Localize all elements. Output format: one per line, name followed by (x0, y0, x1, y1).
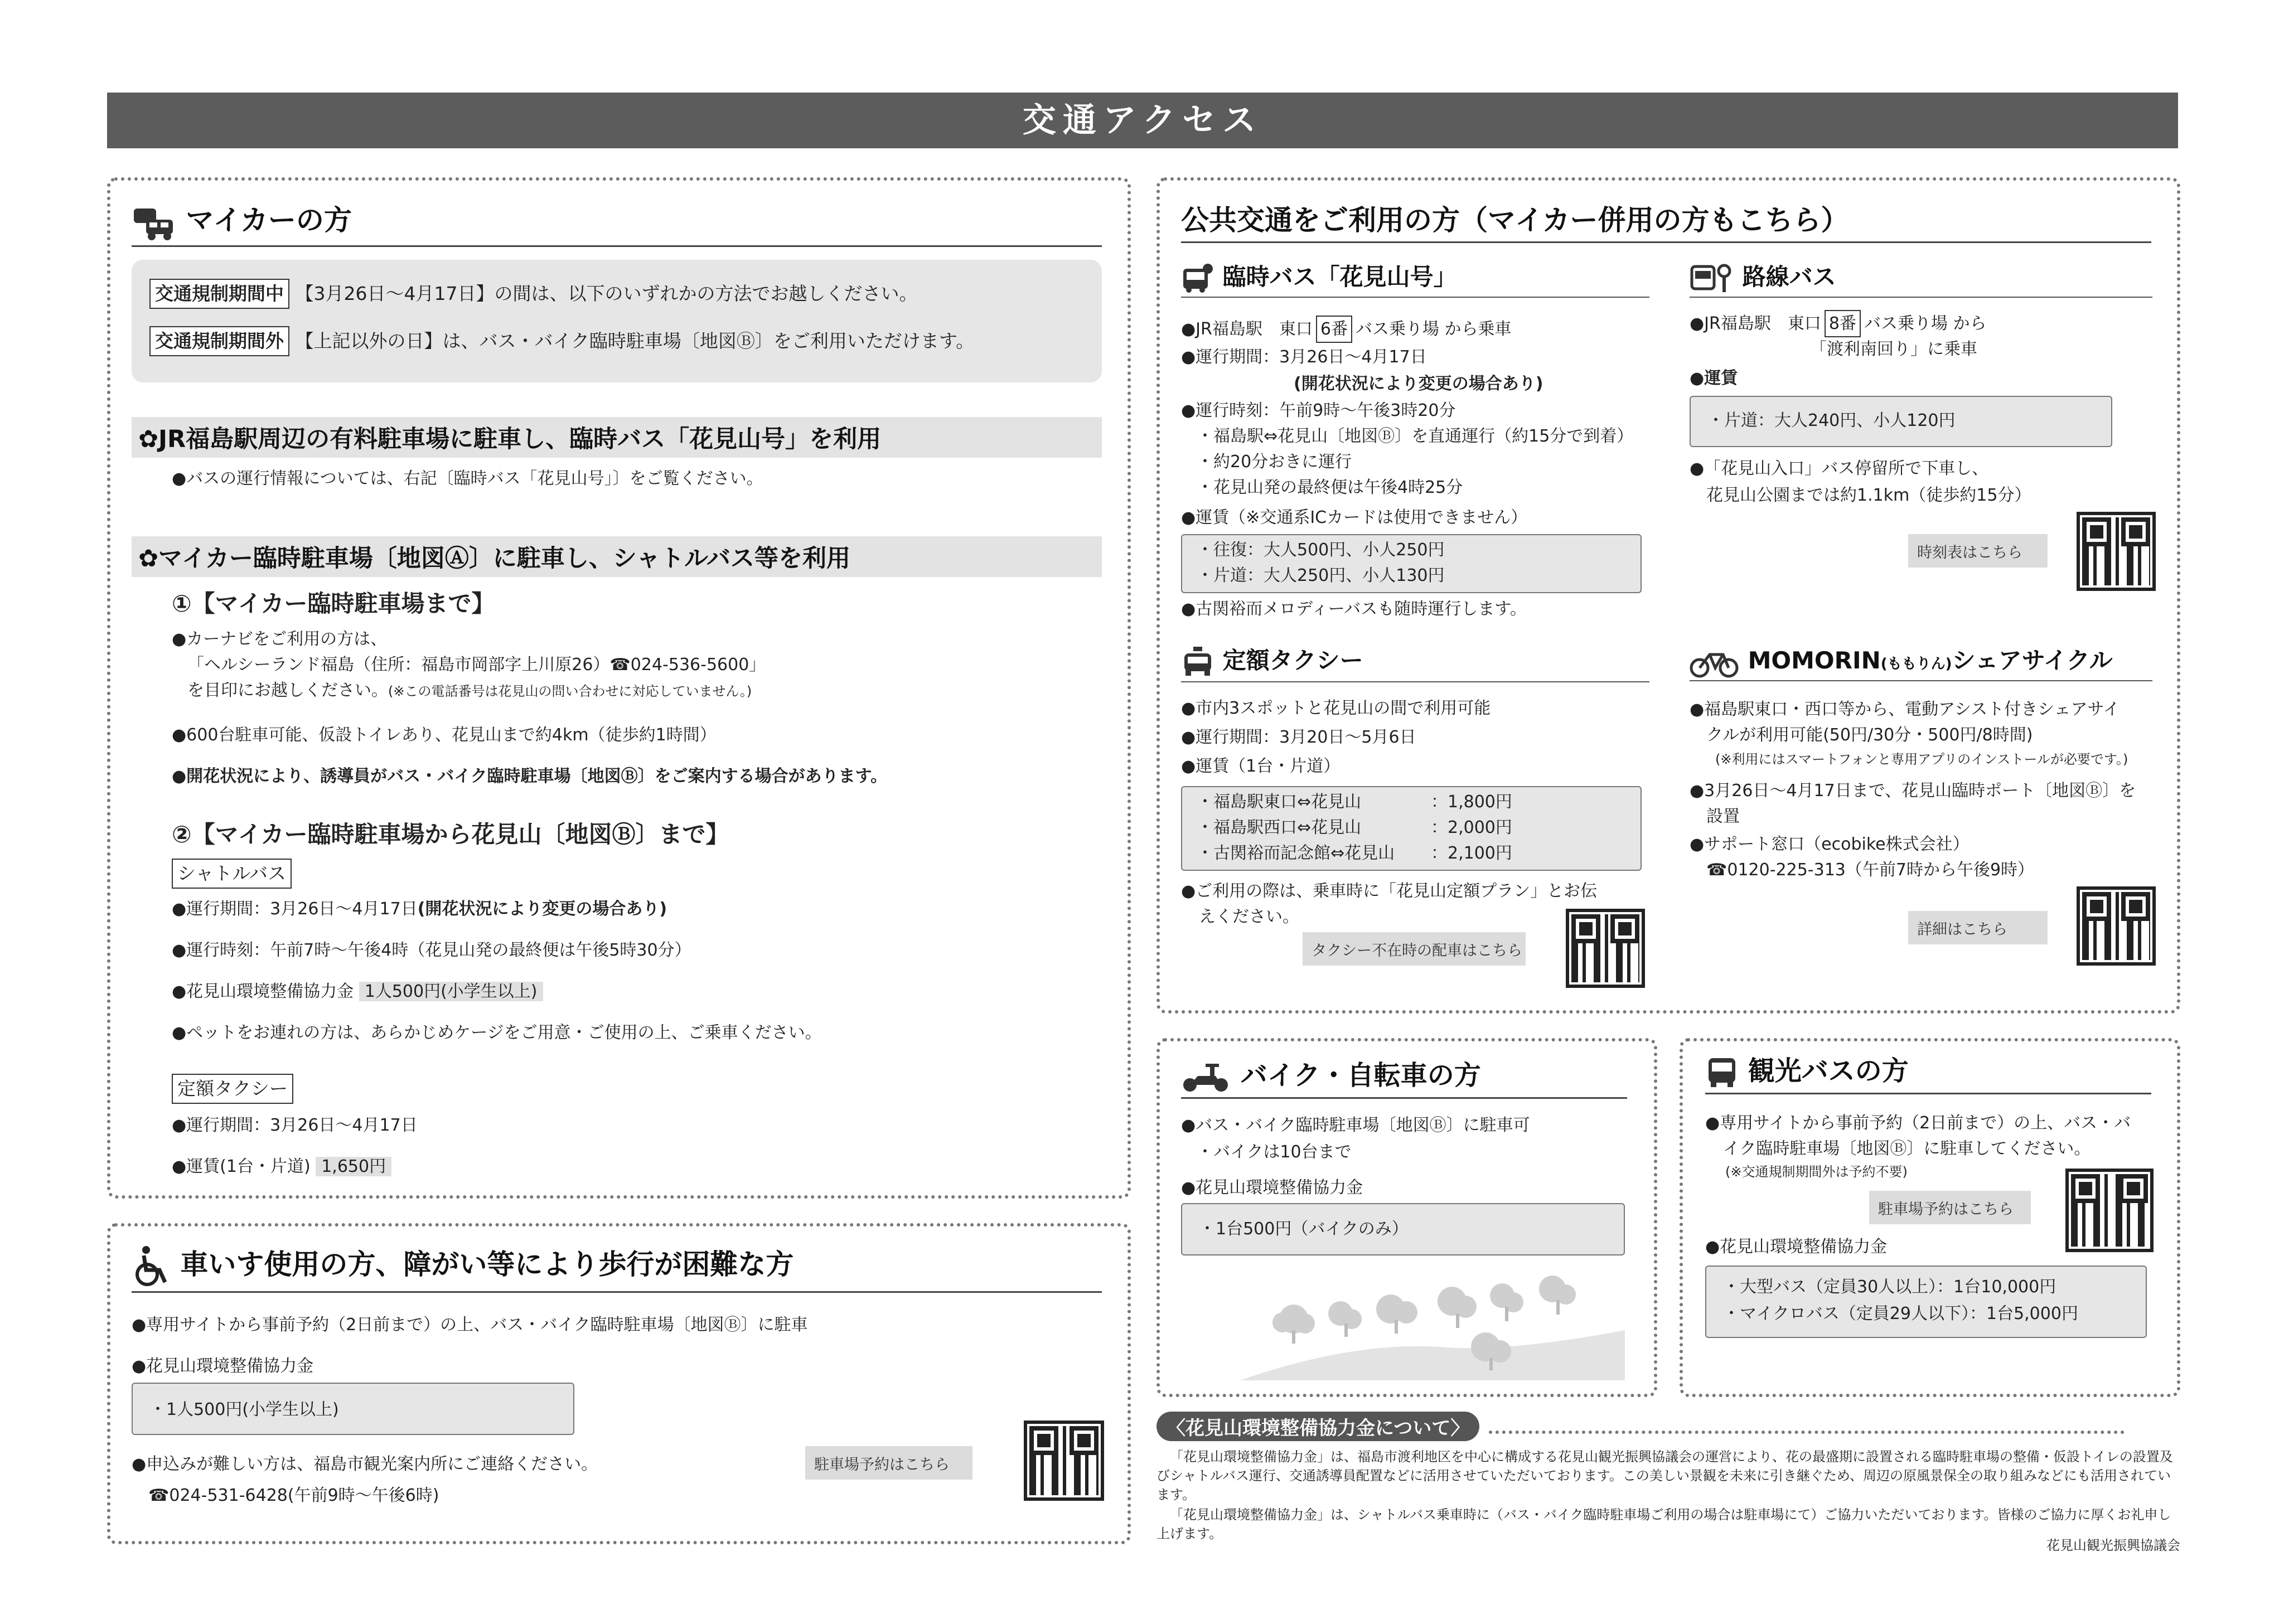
tour-qr-label: 駐車場予約はこちら (1878, 1200, 2014, 1218)
wheelchair-title (132, 1242, 1102, 1293)
rinji-title (1181, 259, 1649, 298)
rinji-l3b: ・約20分おきに運行 (1197, 452, 1352, 472)
bus-stop-icon (1690, 263, 1734, 294)
shuttle-tag-wrap (172, 859, 292, 889)
wheelchair-qr-arrow (805, 1446, 972, 1480)
taxi-fee: 1,650円 (316, 1157, 391, 1176)
shuttle-l1b: (開花状況により変更の場合あり) (417, 899, 667, 919)
bike-title-text: バイク・自転車の方 (1240, 1060, 1481, 1091)
taxi-tag: 定額タクシー (172, 1074, 293, 1104)
rosen-l1 (1690, 310, 1987, 337)
wheelchair-l2: ●花見山環境整備協力金 (132, 1356, 314, 1376)
teigaku-l1: ●市内3スポットと花見山の間で利用可能 (1181, 699, 1491, 718)
tour-f2: ・マイクロバス（定員29人以下）：1台5,000円 (1723, 1304, 2078, 1324)
taxi-l2: ●運賃(1台・片道) (172, 1157, 311, 1176)
shuttle-l3-row (172, 979, 543, 1004)
notice-row-1 (149, 279, 917, 309)
notice-tag-1: 交通規制期間中 (149, 279, 289, 309)
rosen-title (1690, 259, 2152, 298)
rinji-l1c: バス乗り場 から乗車 (1355, 319, 1512, 339)
tour-l1b: イク臨時駐車場〔地図Ⓑ〕に駐車してください。 (1723, 1139, 2091, 1158)
shuttle-tag: シャトルバス (172, 859, 292, 889)
scooter-icon (1181, 1060, 1231, 1094)
teigaku-l2: ●運行期間：3月20日～5月6日 (1181, 728, 1416, 747)
shuttle-l4: ●ペットをお連れの方は、あらかじめケージをご用意・ご使用の上、ご乗車ください。 (172, 1023, 822, 1043)
teigaku-l3: ●運賃（1台・片道） (1181, 757, 1341, 776)
momorin-l2b: 設置 (1706, 807, 1740, 826)
s2-title (132, 536, 1102, 577)
tour-l2: ●花見山環境整備協力金 (1705, 1237, 1888, 1257)
momorin-l3: ●サポート窓口（ecobike株式会社） (1690, 835, 1970, 854)
p1-l3-note: (※この電話番号は花見山の問い合わせに対応していません。) (388, 683, 752, 699)
rinji-l3: ●運行時刻：午前9時～午後3時20分 (1181, 401, 1456, 420)
rinji-l2b: (開花状況により変更の場合あり) (1294, 374, 1543, 394)
teigaku-route-1: ・福島駅東口⇔花見山 (1197, 792, 1362, 812)
rosen-l3b: 花見山公園までは約1.1km（徒歩約15分） (1706, 486, 2031, 505)
mycar-title (132, 198, 1102, 247)
rinji-f1: ・往復：大人500円、小人250円 (1197, 540, 1445, 560)
bike-title (1181, 1054, 1627, 1099)
momorin-l1: ●福島駅東口・西口等から、電動アシスト付きシェアサイ (1690, 700, 2120, 719)
rosen-qr-code[interactable] (2077, 512, 2156, 591)
rosen-l1d: 「渡利南回り」に乗車 (1810, 340, 1977, 359)
s1-text: ●バスの運行情報については、右記〔臨時バス「花見山号」〕をご覧ください。 (172, 469, 763, 488)
tour-title-text: 観光バスの方 (1748, 1055, 1909, 1087)
wheelchair-title-text: 車いす使用の方、障がい等により歩行が困難な方 (180, 1248, 794, 1281)
rosen-l2: ●運賃 (1690, 369, 1738, 388)
teigaku-row-2 (1197, 815, 1512, 840)
rosen-title-text: 路線バス (1742, 263, 1836, 290)
tour-qr-code[interactable] (2065, 1169, 2154, 1252)
wheelchair-qr-label: 駐車場予約はこちら (814, 1456, 950, 1473)
footer-p1: 「花見山環境整備協力金」は、福島市渡利地区を中心に構成する花見山観光振興協議会の運営により、花の最盛期に設置される臨時駐車場の整備・仮設トイレの設置及びシャトルバス運行、交通誘導員配置などに活用させていただいております。この美しい景観を未来に引き継ぐため、周辺の原風景保全の取り組みなどにも活用されています。 (1156, 1449, 2173, 1503)
rinji-title-text: 臨時バス「花見山号」 (1222, 263, 1457, 290)
p2-title: ②【マイカー臨時駐車場から花見山〔地図Ⓑ〕まで】 (172, 821, 729, 848)
rosen-qr-label: 時刻表はこちら (1917, 544, 2022, 561)
wheelchair-qr-code[interactable] (1024, 1421, 1104, 1501)
tour-qr-arrow (1869, 1191, 2031, 1224)
momorin-l3b: ☎0120-225-313（午前7時から午後9時） (1706, 860, 2035, 880)
tree-illustration (1240, 1274, 1625, 1380)
tour-l1: ●専用サイトから事前予約（2日前まで）の上、バス・バ (1705, 1113, 2131, 1133)
teigaku-price-2: ：2,000円 (1431, 818, 1512, 837)
teigaku-l4: ●ご利用の際は、乗車時に「花見山定額プラン」とお伝 (1181, 881, 1598, 901)
momorin-qr-label: 詳細はこちら (1917, 920, 2007, 938)
rosen-platform: 8番 (1825, 310, 1861, 337)
tour-f1: ・大型バス（定員30人以上）：1台10,000円 (1723, 1277, 2056, 1297)
teigaku-row-1 (1197, 789, 1512, 815)
momorin-title-main: MOMORIN (1748, 647, 1881, 674)
wheelchair-l1: ●専用サイトから事前予約（2日前まで）の上、バス・バイク臨時駐車場〔地図Ⓑ〕に駐車 (132, 1315, 808, 1335)
footer-title-wrap (1156, 1412, 2180, 1439)
taxi-tag-wrap (172, 1074, 293, 1104)
bike-l2: ●花見山環境整備協力金 (1181, 1178, 1363, 1198)
teigaku-title (1181, 642, 1649, 682)
sakura-icon: ✿ (138, 545, 159, 573)
s1-title-text: JR福島駅周辺の有料駐車場に駐車し、臨時バス「花見山号」を利用 (158, 425, 882, 453)
s1-title (132, 417, 1102, 458)
page-title: 交通アクセス (107, 93, 2178, 148)
bicycle-icon (1690, 647, 1740, 678)
teigaku-route-3: ・古関裕而記念館⇔花見山 (1197, 843, 1395, 863)
p1-l4: ●600台駐車可能、仮設トイレあり、花見山まで約4km（徒歩約1時間） (172, 725, 717, 745)
rinji-l5: ●古関裕而メロディーバスも随時運行します。 (1181, 599, 1527, 619)
rinji-l2: ●運行期間：3月26日～4月17日 (1181, 347, 1427, 367)
public-title: 公共交通をご利用の方（マイカー併用の方もこちら） (1181, 198, 2151, 243)
rinji-l4: ●運賃（※交通系ICカードは使用できません） (1181, 508, 1528, 527)
taxi-icon (1181, 646, 1214, 679)
rosen-l1c: バス乗り場 から (1864, 314, 1987, 333)
momorin-l2: ●3月26日～4月17日まで、花見山臨時ポート〔地図Ⓑ〕を (1690, 781, 2136, 801)
footer-title: 〈花見山環境整備協力金について〉 (1156, 1412, 1479, 1441)
taxi-l1: ●運行期間：3月26日～4月17日 (172, 1116, 418, 1135)
momorin-title (1690, 642, 2152, 681)
shuttle-l2: ●運行時刻：午前7時～午後4時（花見山発の最終便は午後5時30分） (172, 941, 691, 960)
notice-text-2: 【上記以外の日】は、バス・バイク臨時駐車場〔地図Ⓑ〕をご利用いただけます。 (295, 330, 975, 352)
teigaku-row-3 (1197, 841, 1512, 866)
bus-sakura-icon (1181, 263, 1214, 294)
teigaku-qr-label: タクシー不在時の配車はこちら (1312, 942, 1522, 959)
p1-l3: を目印にお越しください。 (187, 681, 388, 700)
rinji-platform: 6番 (1316, 316, 1352, 343)
teigaku-price-3: ：2,100円 (1431, 843, 1512, 863)
rinji-l3c: ・花見山発の最終便は午後4時25分 (1197, 478, 1463, 497)
rosen-l3: ●「花見山入口」バス停留所で下車し、 (1690, 459, 1989, 478)
teigaku-qr-code[interactable] (1566, 909, 1645, 988)
shuttle-l1-row (172, 896, 667, 922)
footer-org: 花見山観光振興協議会 (2046, 1538, 2180, 1553)
momorin-title-small: (ももりん) (1880, 656, 1952, 672)
rosen-qr-arrow (1908, 534, 2048, 568)
rinji-l1 (1181, 316, 1512, 343)
rosen-l1a: ●JR福島駅 東口 (1690, 314, 1821, 333)
footer-p2: 「花見山環境整備協力金」は、シャトルバス乗車時に（バス・バイク臨時駐車場ご利用の場合は駐車場にて）ご協力いただいております。皆様のご協力に厚くお礼申し上げます。 (1156, 1507, 2171, 1542)
momorin-l1b: クルが利用可能(50円/30分・500円/8時間) (1706, 725, 2033, 745)
rinji-l1a: ●JR福島駅 東口 (1181, 319, 1313, 339)
notice-tag-2: 交通規制期間外 (149, 326, 289, 356)
rosen-fee: ・片道：大人240円、小人120円 (1690, 396, 2112, 447)
car-icon (132, 203, 176, 242)
momorin-qr-code[interactable] (2077, 886, 2156, 966)
rinji-l3a: ・福島駅⇔花見山〔地図Ⓑ〕を直通運行（約15分で到着） (1197, 426, 1634, 446)
mycar-title-text: マイカーの方 (186, 204, 352, 236)
tour-title (1705, 1049, 2151, 1094)
notice-row-2 (149, 326, 974, 356)
mycar-notice (132, 260, 1102, 382)
teigaku-title-text: 定額タクシー (1222, 647, 1363, 674)
s2-title-text: マイカー臨時駐車場〔地図Ⓐ〕に駐車し、シャトルバス等を利用 (158, 545, 851, 573)
rinji-f2: ・片道：大人250円、小人130円 (1197, 566, 1445, 585)
teigaku-l4b: えください。 (1199, 907, 1299, 927)
p1-l5: ●開花状況により、誘導員がバス・バイク臨時駐車場〔地図Ⓑ〕をご案内する場合があります。 (172, 767, 888, 786)
footer-title-rule (1489, 1431, 2125, 1434)
p1-l1: ●カーナビをご利用の方は、 (172, 629, 388, 649)
teigaku-price-1: ：1,800円 (1431, 792, 1512, 812)
tour-bus-icon (1705, 1056, 1739, 1089)
teigaku-route-2: ・福島駅西口⇔花見山 (1197, 818, 1362, 837)
shuttle-l1: ●運行期間：3月26日～4月17日 (172, 899, 418, 919)
p1-title: ①【マイカー臨時駐車場まで】 (172, 590, 495, 617)
tour-l1-note: (※交通規制期間外は予約不要) (1725, 1164, 1908, 1180)
bike-l1b: ・バイクは10台まで (1197, 1142, 1352, 1162)
momorin-qr-arrow (1908, 911, 2048, 944)
shuttle-fee: 1人500円(小学生以上) (359, 982, 543, 1001)
p1-l3-row (187, 678, 752, 703)
wheelchair-l3: ●申込みが難しい方は、福島市観光案内所にご連絡ください。 (132, 1455, 598, 1474)
sakura-icon: ✿ (138, 425, 159, 453)
momorin-l1-note: (※利用にはスマートフォンと専用アプリのインストールが必要です。) (1715, 752, 2128, 767)
notice-text-1: 【3月26日～4月17日】の間は、以下のいずれかの方法でお越しください。 (295, 283, 918, 304)
taxi-l2-row (172, 1154, 391, 1179)
wheelchair-l4: ☎024-531-6428(午前9時～午後6時) (148, 1486, 439, 1505)
wheelchair-icon (132, 1245, 171, 1288)
shuttle-l3: ●花見山環境整備協力金 (172, 982, 354, 1001)
p1-l2: 「ヘルシーランド福島（住所：福島市岡部字上川原26）☎024-536-5600」 (187, 655, 766, 675)
bike-fee: ・1台500円（バイクのみ） (1181, 1203, 1625, 1255)
momorin-title-rest: シェアサイクル (1952, 647, 2113, 674)
bike-l1: ●バス・バイク臨時駐車場〔地図Ⓑ〕に駐車可 (1181, 1116, 1530, 1135)
wheelchair-fee: ・1人500円(小学生以上) (132, 1383, 574, 1435)
teigaku-qr-arrow (1303, 932, 1526, 966)
